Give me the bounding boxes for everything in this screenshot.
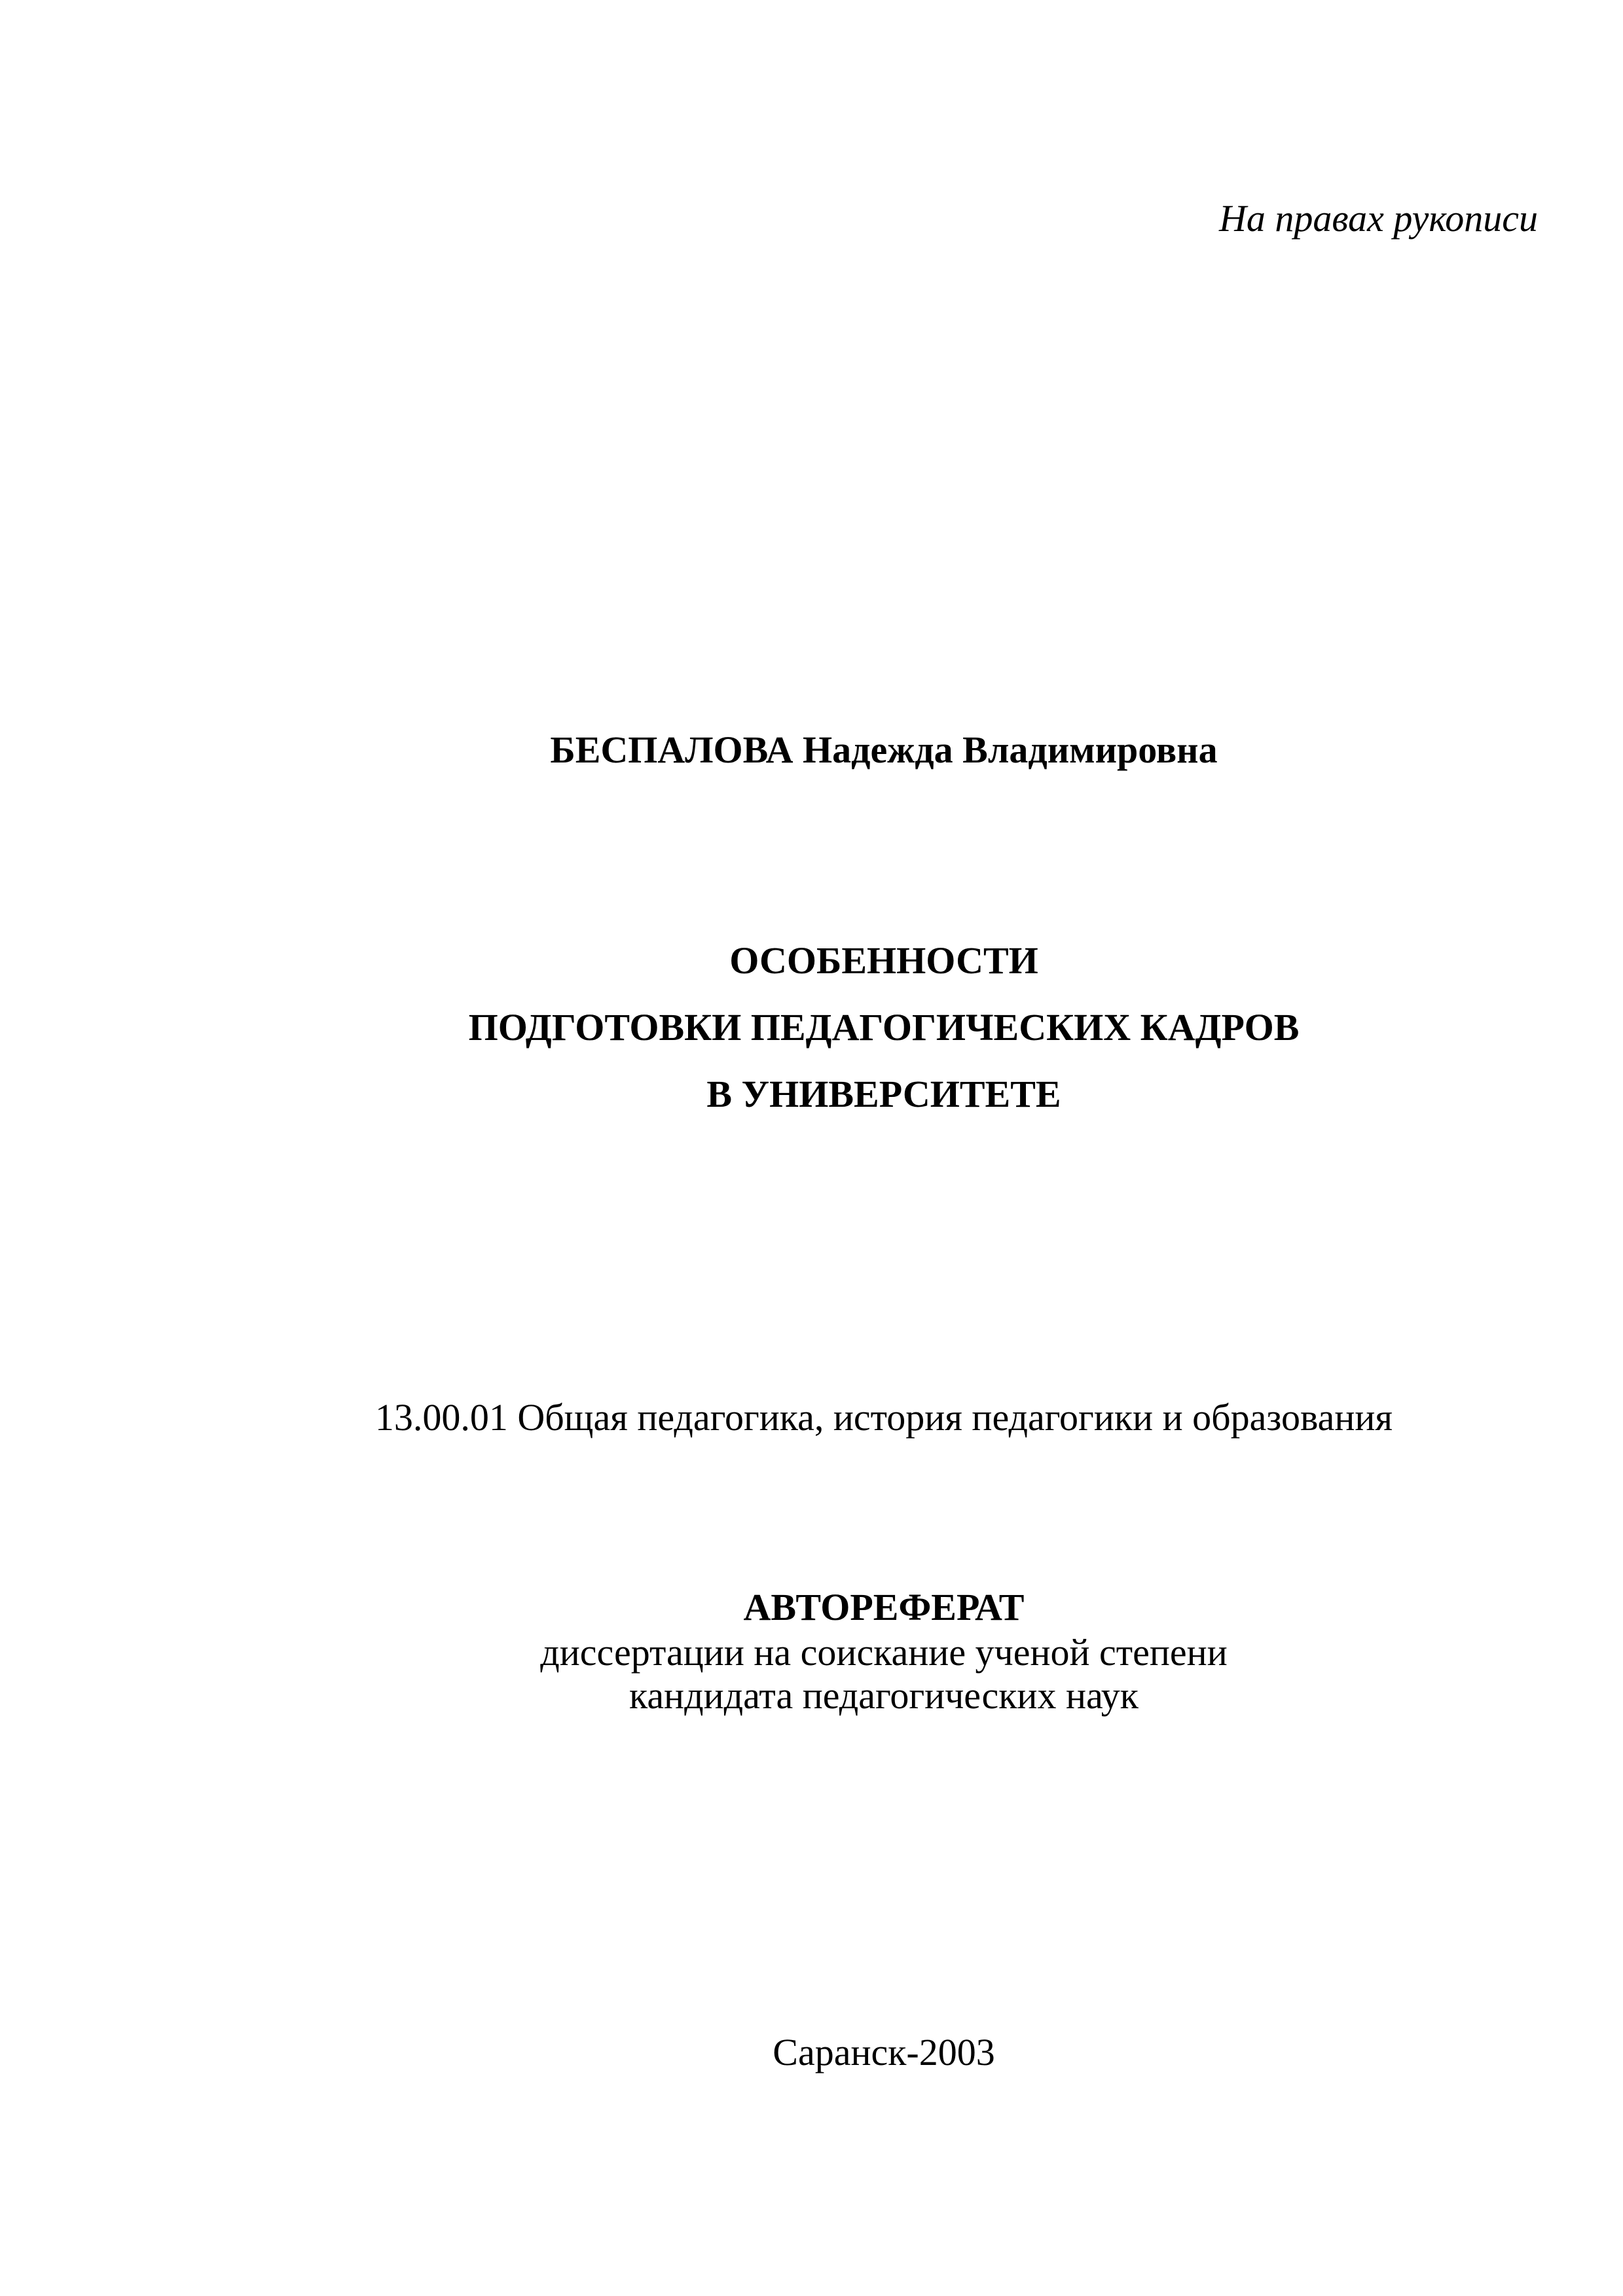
abstract-line: кандидата педагогических наук: [629, 1674, 1139, 1717]
abstract-heading: АВТОРЕФЕРАТ: [743, 1586, 1025, 1628]
title-line: ОСОБЕННОСТИ: [729, 939, 1038, 982]
dissertation-title: [0, 937, 1623, 1138]
abstract-block: [0, 1584, 1623, 1717]
place-year: Саранск-2003: [773, 2031, 995, 2073]
title-line: ПОДГОТОВКИ ПЕДАГОГИЧЕСКИХ КАДРОВ: [468, 1006, 1300, 1049]
abstract-line: диссертации на соискание ученой степени: [540, 1631, 1228, 1674]
specialty-code: 13.00.01 Общая педагогика, история педагогики и образования: [374, 1396, 1393, 1439]
author-name: БЕСПАЛОВА Надежда Владимировна: [550, 728, 1218, 771]
rights-notice: На правах рукописи: [1218, 197, 1538, 240]
title-line: В УНИВЕРСИТЕТЕ: [706, 1073, 1061, 1115]
